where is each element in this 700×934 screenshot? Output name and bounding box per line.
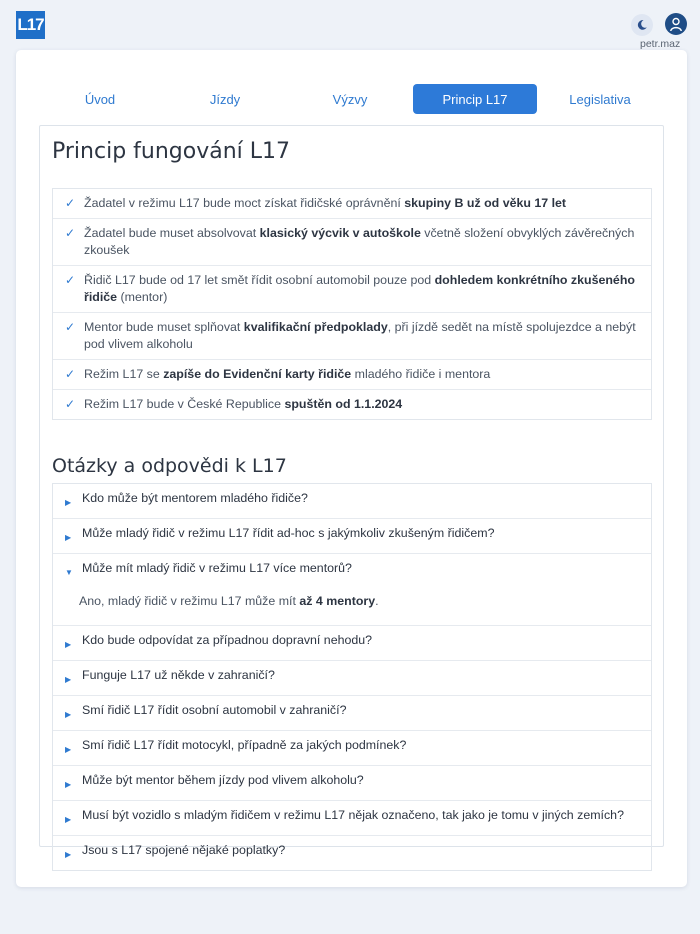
- principle-item-bold: dohledem konkrétního zkušeného řidiče: [84, 273, 635, 304]
- check-icon: ✓: [65, 320, 76, 334]
- principle-item-text: Žadatel v režimu L17 bude moct získat řidičské oprávnění: [84, 196, 405, 210]
- caret-right-icon: ▶: [65, 815, 72, 824]
- caret-right-icon: ▶: [65, 533, 72, 542]
- principle-item-text: (mentor): [117, 290, 168, 304]
- principle-item-bold: klasický výcvik v autoškole: [259, 226, 421, 240]
- principle-item-bold: zapíše do Evidenční karty řidiče: [163, 367, 352, 381]
- caret-right-icon: ▶: [65, 675, 72, 684]
- principle-item-text: Mentor bude muset splňovat: [84, 320, 244, 334]
- check-icon: ✓: [65, 273, 76, 287]
- caret-right-icon: ▶: [65, 780, 72, 789]
- faq-item: [53, 625, 651, 660]
- faq-item: [53, 660, 651, 695]
- faq-answer: [53, 588, 651, 625]
- tab-jizdy[interactable]: Jízdy: [209, 91, 241, 107]
- caret-right-icon: ▶: [65, 745, 72, 754]
- faq-item: [53, 835, 651, 870]
- check-icon: ✓: [65, 367, 76, 381]
- principle-item-text: Řidič L17 bude od 17 let smět řídit osobní automobil pouze pod: [84, 273, 435, 287]
- faq-item: [53, 553, 651, 625]
- principle-item-text: Režim L17 se: [84, 367, 164, 381]
- check-icon: ✓: [65, 196, 76, 210]
- principle-item-bold: skupiny B už od věku 17 let: [404, 196, 567, 210]
- faq-question-text: Jsou s L17 spojené nějaké poplatky?: [82, 843, 286, 857]
- faq-question[interactable]: [53, 731, 651, 765]
- principle-item-text: , při jízdě sedět na místě spolujezdce a nebýt pod vlivem alkoholu: [84, 320, 636, 351]
- principle-item: [53, 265, 651, 312]
- faq-title: Otázky a odpovědi k L17: [52, 455, 287, 477]
- faq-item: [53, 484, 651, 518]
- username-label: petr.maz: [640, 38, 681, 50]
- faq-question-text: Smí řidič L17 řídit motocykl, případně za jakých podmínek?: [82, 738, 407, 752]
- faq-accordion: [52, 483, 652, 871]
- principle-item-bold: spuštěn od 1.1.2024: [284, 397, 403, 411]
- principle-item-text: [84, 225, 641, 259]
- faq-question[interactable]: [53, 626, 651, 660]
- principle-item-bold: kvalifikační předpoklady: [243, 320, 388, 334]
- principle-item-text: Žadatel bude muset absolvovat: [84, 226, 260, 240]
- faq-question[interactable]: [53, 766, 651, 800]
- faq-question[interactable]: [53, 484, 651, 518]
- faq-question-text: Může být mentor během jízdy pod vlivem alkoholu?: [82, 773, 364, 787]
- faq-question[interactable]: [53, 554, 651, 588]
- principle-item: [53, 218, 651, 265]
- principle-item-text: [84, 396, 402, 413]
- caret-right-icon: ▶: [65, 498, 72, 507]
- faq-answer-bold: až 4 mentory: [299, 594, 376, 608]
- tab-vyzvy[interactable]: Výzvy: [332, 91, 368, 107]
- faq-question[interactable]: [53, 661, 651, 695]
- principle-item-text: [84, 272, 641, 306]
- principle-item: [53, 389, 651, 419]
- principle-item-text: mladého řidiče i mentora: [351, 367, 491, 381]
- faq-item: [53, 695, 651, 730]
- faq-question[interactable]: [53, 801, 651, 835]
- caret-right-icon: ▶: [65, 710, 72, 719]
- faq-answer-text: Ano, mladý řidič v režimu L17 může mít: [79, 594, 300, 608]
- principle-list: [52, 188, 652, 420]
- principle-item-text: [84, 195, 566, 212]
- faq-question-text: Smí řidič L17 řídit osobní automobil v zahraničí?: [82, 703, 347, 717]
- principle-item-text: [84, 366, 490, 383]
- faq-question-text: Může mladý řidič v režimu L17 řídit ad-hoc s jakýmkoliv zkušeným řidičem?: [82, 526, 495, 540]
- content-panel: [39, 125, 664, 859]
- app-logo[interactable]: L17: [16, 11, 45, 39]
- faq-item: [53, 518, 651, 553]
- tab-uvod[interactable]: Úvod: [84, 91, 116, 107]
- moon-icon: [636, 19, 648, 31]
- faq-question-text: Funguje L17 už někde v zahraničí?: [82, 668, 275, 682]
- principle-item-text: Režim L17 bude v České Republice: [84, 397, 285, 411]
- faq-item: [53, 730, 651, 765]
- caret-down-icon: ▼: [65, 568, 73, 577]
- page-title: Princip fungování L17: [52, 139, 291, 164]
- caret-right-icon: ▶: [65, 640, 72, 649]
- tab-bar: [38, 84, 664, 114]
- faq-item: [53, 800, 651, 835]
- principle-item: [53, 189, 651, 218]
- faq-question[interactable]: [53, 519, 651, 553]
- caret-right-icon: ▶: [65, 850, 72, 859]
- faq-question-text: Může mít mladý řidič v režimu L17 více mentorů?: [82, 561, 352, 575]
- check-icon: ✓: [65, 226, 76, 240]
- tab-legislativa[interactable]: Legislativa: [569, 91, 631, 107]
- principle-item: [53, 312, 651, 359]
- user-avatar[interactable]: [665, 13, 687, 35]
- user-icon: [668, 16, 684, 32]
- faq-question-text: Kdo může být mentorem mladého řidiče?: [82, 491, 308, 505]
- dark-mode-toggle[interactable]: [631, 14, 653, 36]
- faq-question[interactable]: [53, 836, 651, 870]
- principle-item-text: [84, 319, 641, 353]
- faq-question[interactable]: [53, 696, 651, 730]
- faq-answer-text: .: [375, 594, 379, 608]
- faq-item: [53, 765, 651, 800]
- check-icon: ✓: [65, 397, 76, 411]
- principle-item: [53, 359, 651, 389]
- faq-question-text: Kdo bude odpovídat za případnou dopravní nehodu?: [82, 633, 373, 647]
- tab-princip-l17[interactable]: Princip L17: [413, 84, 537, 114]
- faq-question-text: Musí být vozidlo s mladým řidičem v režimu L17 nějak označeno, tak jako je tomu v jiných zemích?: [82, 808, 624, 822]
- principle-item-text: včetně složení obvyklých závěrečných zkoušek: [84, 226, 635, 257]
